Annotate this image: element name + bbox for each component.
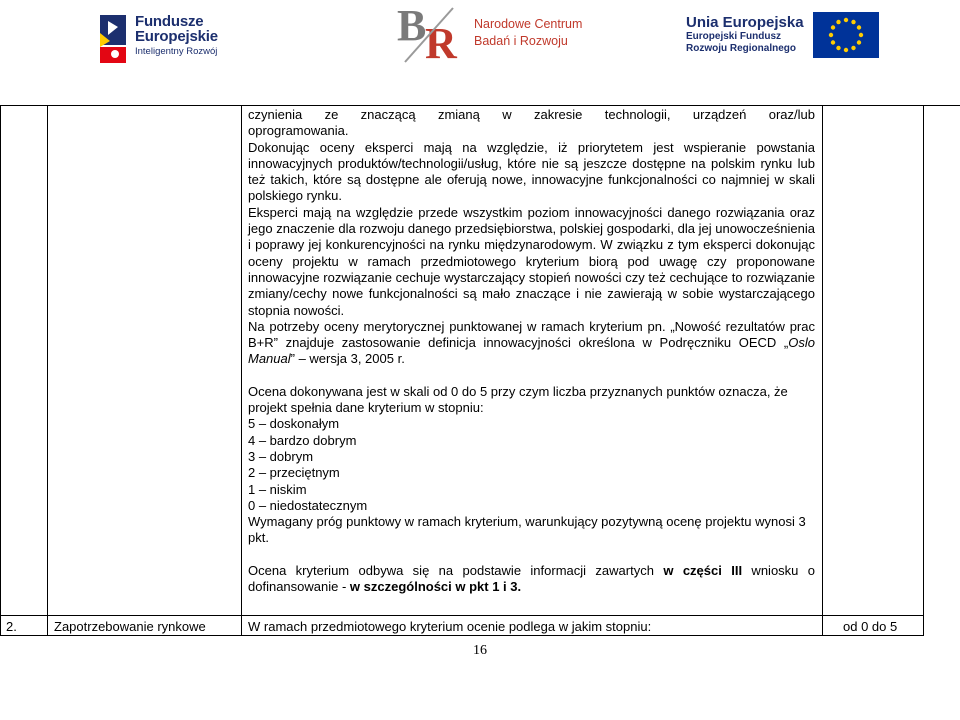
eu-star-icon	[836, 46, 840, 50]
eu-star-icon	[844, 48, 848, 52]
svg-text:R: R	[425, 19, 457, 68]
col-border-1	[47, 105, 48, 636]
row-2-criterion-name: Zapotrzebowanie rynkowe	[54, 619, 206, 634]
col-border-0	[0, 105, 1, 636]
para-1-line-1: czynienia ze znaczącą zmianą w zakresie technologii, urządzeń oraz/lub	[248, 107, 815, 122]
criterion-description	[248, 107, 815, 595]
row-2-number: 2.	[6, 619, 17, 634]
para-4-pre: Na potrzeby oceny merytorycznej punktowanej w ramach kryterium pn. „Nowość rezultatów prac B+R” znajduje zastosowanie definicja innowacyjności określona w Podręczniku OECD „	[248, 318, 815, 351]
ncbr-logo-line1: Narodowe Centrum	[474, 17, 583, 31]
fe-logo-line2: Europejskie	[135, 28, 218, 45]
fundusze-europejskie-wordmark	[135, 14, 218, 57]
page-header	[0, 0, 960, 80]
para-4	[248, 319, 815, 368]
eu-star-icon	[857, 40, 861, 44]
eu-star-icon	[829, 33, 833, 37]
ue-logo-line1: Unia Europejska	[686, 14, 804, 31]
eu-flag-icon	[813, 12, 879, 58]
col-border-4	[923, 105, 924, 636]
table-bottom-border	[0, 635, 924, 636]
eu-star-icon	[831, 40, 835, 44]
row-2-description: W ramach przedmiotowego kryterium ocenie podlega w jakim stopniu:	[248, 619, 652, 634]
eu-star-icon	[857, 25, 861, 29]
ncbr-logo-line2: Badań i Rozwoju	[474, 33, 568, 48]
score-scale-list	[248, 416, 815, 514]
scale-item: 3 – dobrym	[248, 448, 314, 464]
scale-item: 2 – przeciętnym	[248, 465, 340, 481]
para-4-post: ” – wersja 3, 2005 r.	[290, 351, 405, 367]
col-border-3	[822, 105, 823, 636]
eu-star-icon	[831, 25, 835, 29]
fe-logo-line1: Fundusze	[135, 13, 204, 30]
spacer	[248, 547, 815, 563]
ue-logo-line2: Europejski Fundusz	[686, 31, 782, 43]
para-7-mid: wniosku o dofinansowanie -	[248, 562, 816, 595]
row-separator	[0, 615, 924, 616]
para-6: Wymagany próg punktowy w ramach kryterium, warunkujący pozytywną ocenę projektu wynosi 3 pkt.	[248, 514, 806, 546]
eu-star-icon	[836, 20, 840, 24]
scale-item: 0 – niedostatecznym	[248, 497, 368, 513]
row-2-score-range: od 0 do 5	[843, 619, 898, 634]
para-1-line-2: oprogramowania.	[248, 123, 349, 139]
para-7-pre: Ocena kryterium odbywa się na podstawie informacji zawartych	[248, 562, 664, 578]
svg-text:B: B	[397, 1, 427, 50]
scale-item: 5 – doskonałym	[248, 416, 340, 432]
unia-europejska-wordmark	[686, 14, 804, 54]
eu-star-icon	[851, 20, 855, 24]
ncbr-wordmark	[474, 16, 582, 50]
para-5: Ocena dokonywana jest w skali od 0 do 5 przy czym liczba przyznanych punktów oznacza, że projekt spełnia dane kryterium w stopniu:	[248, 383, 788, 416]
para-4-italic: Oslo Manual	[248, 335, 815, 367]
fe-logo-line3: Inteligentny Rozwój	[135, 46, 218, 57]
para-3: Eksperci mają na względzie przede wszystkim poziom innowacyjności danego rozwiązania oraz jego znaczenie dla rozwoju danego przedsiębiorstwa, polskiej gospodarki, dla jej unowocześnienia i poprawy jej konkurencyjności na rynku międzynarodowym. W związku z tym eksperci dokonując oceny projektu w ramach przedmiotowego kryterium biorą pod uwagę czy proponowane innowacyjne rozwiązanie cechuje wystarczający stopień nowości czy też cechujące to rozwiązanie zmiany/cechy nowe funkcjonalności są mało znaczące i nie zawierają w sobie wystarczającego stopnia nowości.	[248, 204, 815, 318]
col-border-2	[241, 105, 242, 636]
eu-star-icon	[851, 46, 855, 50]
eu-star-icon	[859, 33, 863, 37]
scale-item: 4 – bardzo dobrym	[248, 432, 357, 448]
para-2: Dokonując oceny eksperci mają na względzie, iż priorytetem jest wspieranie powstania innowacyjnych produktów/technologii/usług, które nie są jeszcze dostępne na polskim rynku lub też takich, które są dostępne ale oferują nowe, innowacyjne funkcjonalności co najmniej w skali polskiego rynku.	[248, 139, 815, 204]
eu-star-icon	[844, 18, 848, 22]
para-7-bold-1: w części III	[663, 562, 743, 578]
ue-logo-line3: Rozwoju Regionalnego	[686, 42, 796, 54]
para-7-bold-2: w szczególności w pkt 1 i 3.	[349, 579, 522, 595]
spacer	[248, 368, 815, 384]
para-7	[248, 563, 815, 596]
table-top-border	[0, 105, 960, 106]
scale-item: 1 – niskim	[248, 481, 307, 497]
page-number: 16	[473, 643, 487, 658]
criteria-table	[0, 100, 960, 640]
